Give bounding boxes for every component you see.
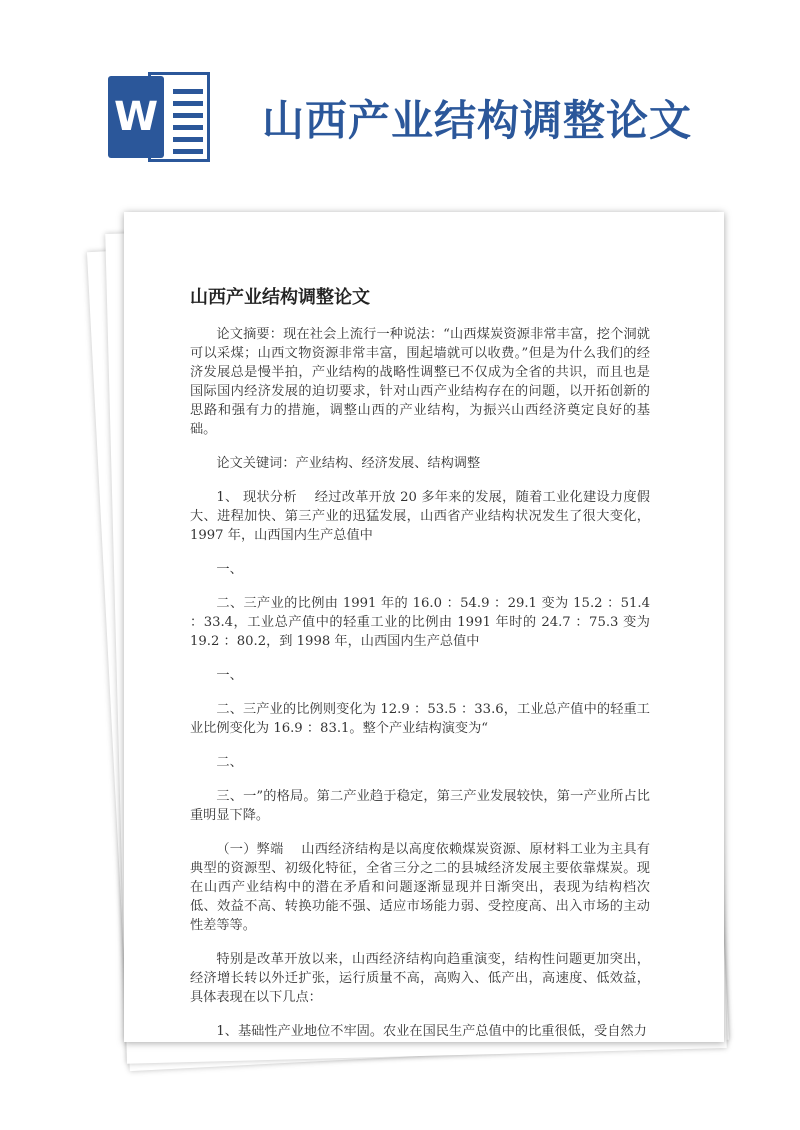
body-paragraph: 二、三产业的比例则变化为 12.9 ：53.5 ：33.6，工业总产值中的轻重工业比例变化为 16.9 ：83.1。整个产业结构演变为“ bbox=[190, 702, 650, 736]
banner-header bbox=[0, 0, 800, 200]
body-paragraph: 1、 现状分析 经过改革开放 20 多年来的发展，随着工业化建设力度假大、进程加快、第三产业的迅猛发展，山西省产业结构状况发生了很大变化，1997 年，山西国内生产总值中 bbox=[190, 490, 650, 543]
document-body bbox=[190, 325, 650, 1042]
document-title: 山西产业结构调整论文 bbox=[190, 287, 370, 308]
banner-title: 山西产业结构调整论文 bbox=[262, 96, 693, 145]
word-document-icon bbox=[108, 72, 212, 162]
body-paragraph: 一、 bbox=[216, 562, 243, 577]
body-paragraph: 二、三产业的比例由 1991 年的 16.0 ：54.9 ：29.1 变为 15.2 ：51.4 ：33.4，工业总产值中的轻重工业的比例由 1991 年时的 24.7 ：75.3 变为 19.2 ：80.2，到 1998 年，山西国内生产总值中 bbox=[190, 596, 650, 649]
body-paragraph: 二、 bbox=[216, 755, 243, 770]
document-page bbox=[124, 212, 724, 1042]
body-paragraph: 1、基础性产业地位不牢固。农业在国民生产总值中的比重很低，受自然力 bbox=[216, 1024, 647, 1039]
keywords-paragraph: 论文关键词：产业结构、经济发展、结构调整 bbox=[216, 456, 481, 471]
body-paragraph: （一）弊端 山西经济结构是以高度依赖煤炭资源、原材料工业为主具有典型的资源型、初级化特征，全省三分之二的县城经济发展主要依靠煤炭。现在山西产业结构中的潜在矛盾和问题逐渐显现并日渐突出，表现为结构档次低、效益不高、转换功能不强、适应市场能力弱、受控度高、出入市场的主动性差等等。 bbox=[190, 842, 650, 933]
body-paragraph: 特别是改革开放以来，山西经济结构向趋重演变，结构性问题更加突出，经济增长转以外迁扩张，运行质量不高，高购入、低产出，高速度、低效益，具体表现在以下几点： bbox=[190, 952, 650, 1005]
body-paragraph: 三、一”的格局。第二产业趋于稳定，第三产业发展较快，第一产业所占比重明显下降。 bbox=[190, 789, 650, 823]
body-paragraph: 一、 bbox=[216, 668, 243, 683]
word-letter-tile: W bbox=[108, 76, 164, 158]
abstract-paragraph: 论文摘要：现在社会上流行一种说法：“山西煤炭资源非常丰富，挖个洞就可以采煤；山西文物资源非常丰富，围起墙就可以收费。”但是为什么我们的经济发展总是慢半拍，产业结构的战略性调整已不仅成为全省的共识，而且也是国际国内经济发展的迫切要求，针对山西产业结构存在的问题，以开拓创新的思路和强有力的措施，调整山西的产业结构，为振兴山西经济奠定良好的基础。 bbox=[190, 327, 650, 437]
